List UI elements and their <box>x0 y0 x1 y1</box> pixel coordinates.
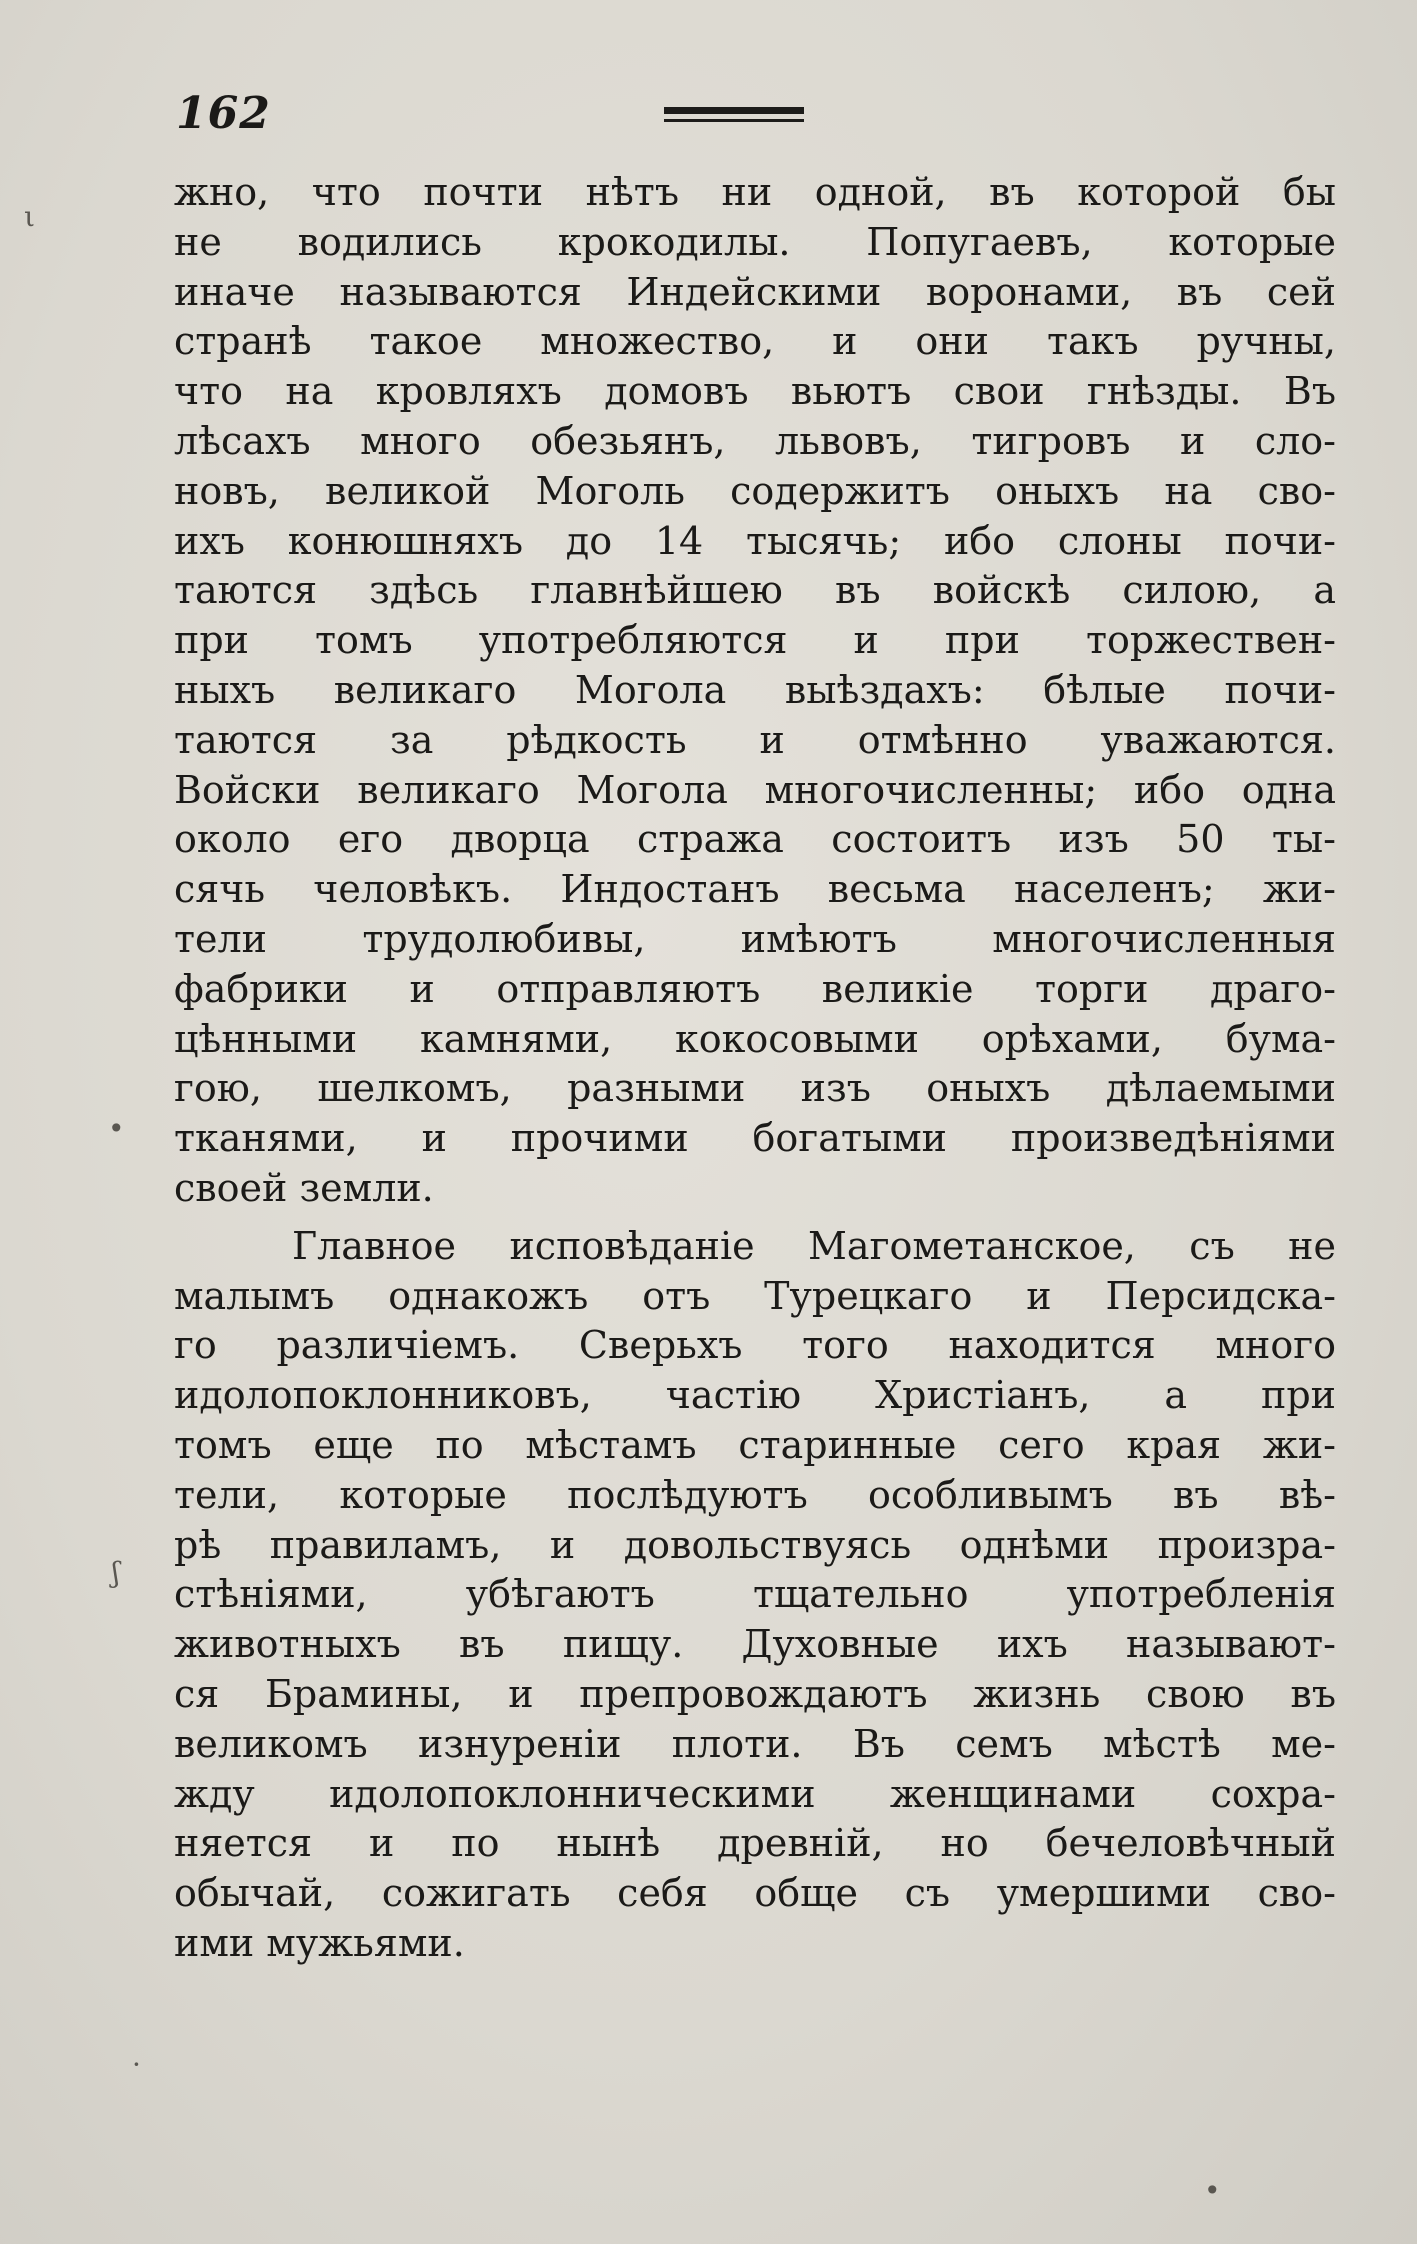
text-line: тканями, и прочими богатыми произведѣніями <box>174 1116 1336 1161</box>
text-line: стѣніями, убѣгаютъ тщательно употребленія <box>174 1572 1336 1617</box>
margin-speck: · <box>132 2048 141 2081</box>
text-line: фабрики и отправляютъ великіе торги драго- <box>174 966 1336 1011</box>
text-line: не водились крокодилы. Попугаевъ, которые <box>174 219 1336 264</box>
text-line: ихъ конюшняхъ до 14 тысячь; ибо слоны почи- <box>174 518 1336 563</box>
header-rule-thick <box>664 107 804 114</box>
text-line: таются за рѣдкость и отмѣнно уважаются. <box>174 717 1336 762</box>
text-line: сячь человѣкъ. Индостанъ весьма населенъ; жи- <box>174 867 1336 912</box>
text-line: ныхъ великаго Могола выѣздахъ: бѣлые почи- <box>174 667 1336 712</box>
text-line: животныхъ въ пищу. Духовные ихъ называют- <box>174 1622 1336 1667</box>
page-number: 162 <box>176 88 271 139</box>
text-line: цѣнными камнями, кокосовыми орѣхами, бума- <box>174 1016 1336 1061</box>
text-line: няется и по нынѣ древній, но бечеловѣчный <box>174 1821 1336 1866</box>
header-rule <box>664 107 804 125</box>
text-line: малымъ однакожъ отъ Турецкаго и Персидска- <box>174 1273 1336 1318</box>
text-line: что на кровляхъ домовъ вьютъ свои гнѣзды. Въ <box>174 369 1336 414</box>
paragraph-1 <box>174 168 1336 1214</box>
text-line: томъ еще по мѣстамъ старинные сего края жи- <box>174 1422 1336 1467</box>
margin-speck: • <box>108 1112 125 1145</box>
text-line: го различіемъ. Сверьхъ того находится много <box>174 1323 1336 1368</box>
text-line: рѣ правиламъ, и довольствуясь однѣми произра- <box>174 1522 1336 1567</box>
text-line: ими мужьями. <box>174 1920 465 1965</box>
header-rule-thin <box>664 119 804 122</box>
text-line: своей земли. <box>174 1165 434 1210</box>
text-line: жно, что почти нѣтъ ни одной, въ которой бы <box>174 170 1336 214</box>
body-text <box>174 168 1336 1969</box>
text-line: Главное исповѣданіе Магометанское, съ не <box>292 1223 1336 1268</box>
text-line: Войски великаго Могола многочисленны; ибо одна <box>174 767 1336 812</box>
text-line: иначе называются Индейскими воронами, въ сей <box>174 269 1336 314</box>
margin-speck: ι <box>24 200 35 233</box>
margin-speck: ʃ <box>112 1556 120 1589</box>
text-line: ся Брамины, и препровождаютъ жизнь свою въ <box>174 1671 1336 1716</box>
text-line: великомъ изнуреніи плоти. Въ семъ мѣстѣ ме- <box>174 1721 1336 1766</box>
text-line: обычай, сожигать себя обще съ умершими сво- <box>174 1871 1336 1916</box>
paragraph-gap <box>174 1214 1336 1222</box>
text-line: странѣ такое множество, и они такъ ручны, <box>174 319 1336 364</box>
text-line: при томъ употребляются и при торжествен- <box>174 618 1336 663</box>
text-line: гою, шелкомъ, разными изъ оныхъ дѣлаемыми <box>174 1066 1336 1111</box>
text-line: идолопоклонниковъ, частію Христіанъ, а при <box>174 1373 1336 1418</box>
text-line: лѣсахъ много обезьянъ, львовъ, тигровъ и сло- <box>174 418 1336 463</box>
text-line: новъ, великой Моголь содержитъ оныхъ на сво- <box>174 468 1336 513</box>
text-line: таются здѣсь главнѣйшею въ войскѣ силою, а <box>174 568 1336 613</box>
text-line: жду идолопоклонническими женщинами сохра- <box>174 1771 1336 1816</box>
paragraph-2 <box>174 1222 1336 1969</box>
text-line: тели трудолюбивы, имѣютъ многочисленныя <box>174 916 1336 961</box>
text-line: тели, которые послѣдуютъ особливымъ въ вѣ- <box>174 1472 1336 1517</box>
margin-speck: • <box>1204 2174 1221 2207</box>
text-line: около его дворца стража состоитъ изъ 50 ты- <box>174 817 1336 862</box>
